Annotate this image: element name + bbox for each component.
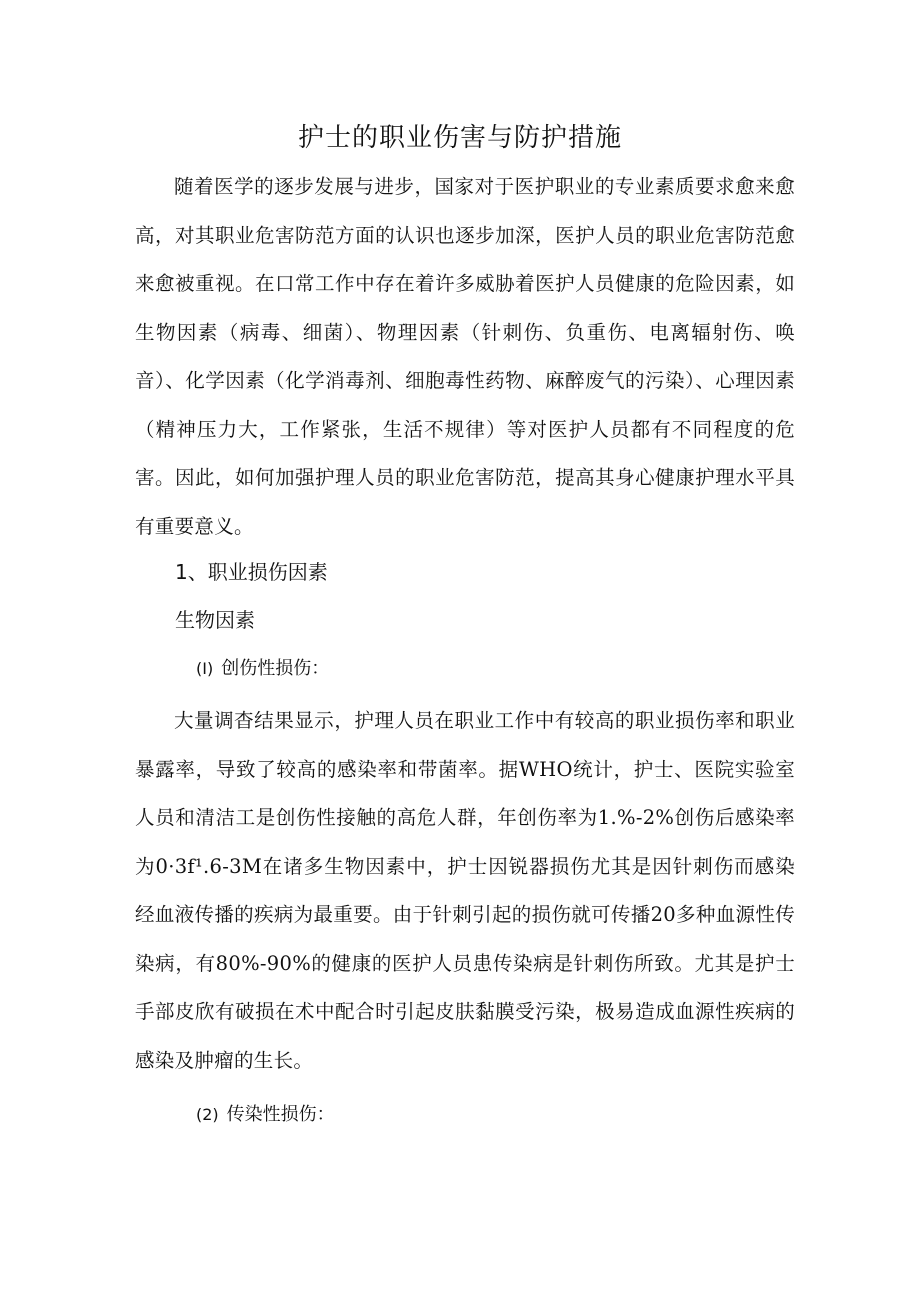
list-item-traumatic-injury: [196, 654, 329, 684]
list-item-number: (I): [196, 659, 214, 678]
intro-paragraph: 随着医学的逐步发展与进步，国家对于医护职业的专业素质要求愈来愈高，对其职业危害防范方面的认识也逐步加深，医护人员的职业危害防范愈来愈被重视。在口常工作中存在着许多威胁着医护人员健康的危险因素，如生物因素（病毒、细菌）、物理因素（针刺伤、负重伤、电离辐射伤、唤音）、化学因素（化学消毒剂、细胞毒性药物、麻醉废气的污染）、心理因素（精神压力大，工作紧张，生活不规律）等对医护人员都有不同程度的危害。因此，如何加强护理人员的职业危害防范，提高其身心健康护理水平具有重要意义。: [135, 175, 795, 538]
list-item-number: (2): [196, 1105, 219, 1124]
subsection-heading: 生物因素: [175, 608, 255, 632]
list-item-label: 创伤性损伤：: [221, 658, 330, 679]
section-heading: 1、职业损伤因素: [175, 560, 328, 584]
list-item-label: 传染性损伤：: [226, 1104, 335, 1125]
document-title: 护士的职业伤害与防护措施: [297, 123, 622, 153]
list-item-infectious-injury: [196, 1100, 335, 1130]
traumatic-injury-paragraph: 大量调杳结果显示，护理人员在职业工作中有较高的职业损伤率和职业暴露率，导致了较高的感染率和带菌率。据WHO统计，护士、医院实验室人员和清洁工是创伤性接触的高危人群，年创伤率为1.%-2%创伤后感染率为0·3f¹.6-3M在诸多生物因素中，护士因锐器损伤尤其是因针刺伤而感染经血液传播的疾病为最重要。由于针刺引起的损伤就可传播20多种血源性传染病，有80%-90%的健康的医护人员患传染病是针刺伤所致。尤其是护士手部皮欣有破损在术中配合时引起皮肤黏膜受污染，极易造成血源性疾病的感染及肿瘤的生长。: [135, 709, 795, 1072]
